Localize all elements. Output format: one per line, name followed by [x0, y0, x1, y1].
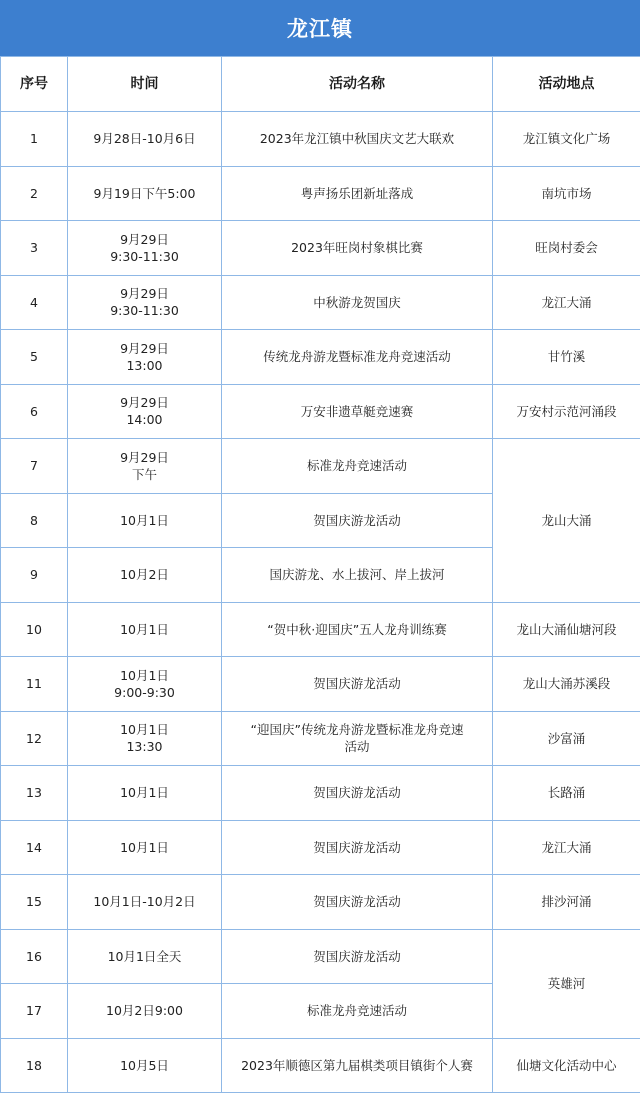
- time-line: 10月1日-10月2日: [72, 893, 217, 910]
- time-line: 10月2日: [72, 566, 217, 583]
- row-number: 8: [1, 493, 68, 548]
- row-number: 4: [1, 275, 68, 330]
- row-time: [68, 275, 222, 330]
- time-line: 13:30: [72, 738, 217, 755]
- row-number: 5: [1, 330, 68, 385]
- row-activity-name: [222, 330, 493, 385]
- row-time: [68, 384, 222, 439]
- row-time: [68, 112, 222, 167]
- row-number: 3: [1, 221, 68, 276]
- time-line: 10月1日: [72, 784, 217, 801]
- time-line: 9月28日-10月6日: [72, 130, 217, 147]
- row-time: [68, 1038, 222, 1093]
- title-bar: [0, 0, 640, 56]
- row-number: 11: [1, 657, 68, 712]
- activity-name-line: “迎国庆”传统龙舟游龙暨标准龙舟竞速: [226, 721, 488, 738]
- activity-table: [0, 56, 640, 1093]
- row-activity-name: [222, 112, 493, 167]
- time-line: 10月2日9:00: [72, 1002, 217, 1019]
- row-time: [68, 875, 222, 930]
- time-line: 9月29日: [72, 394, 217, 411]
- row-time: [68, 166, 222, 221]
- row-number: 17: [1, 984, 68, 1039]
- row-location: 龙江大涌: [493, 275, 640, 330]
- row-activity-name: [222, 602, 493, 657]
- time-line: 9:00-9:30: [72, 684, 217, 701]
- row-number: 15: [1, 875, 68, 930]
- row-time: [68, 820, 222, 875]
- table-body: [1, 112, 640, 1093]
- activity-name-line: 贺国庆游龙活动: [226, 512, 488, 529]
- time-line: 9月29日: [72, 285, 217, 302]
- header-time: 时间: [68, 57, 222, 112]
- row-number: 2: [1, 166, 68, 221]
- activity-name-line: 贺国庆游龙活动: [226, 893, 488, 910]
- time-line: 13:00: [72, 357, 217, 374]
- page-title: 龙江镇: [287, 13, 353, 43]
- row-time: [68, 221, 222, 276]
- row-location: 龙江大涌: [493, 820, 640, 875]
- row-activity-name: [222, 275, 493, 330]
- row-time: [68, 493, 222, 548]
- time-line: 9月19日下午5:00: [72, 185, 217, 202]
- row-activity-name: [222, 166, 493, 221]
- row-location: 排沙河涌: [493, 875, 640, 930]
- table-row: [1, 875, 640, 930]
- time-line: 10月1日: [72, 621, 217, 638]
- row-location: 南坑市场: [493, 166, 640, 221]
- row-number: 14: [1, 820, 68, 875]
- row-number: 16: [1, 929, 68, 984]
- table-row: [1, 711, 640, 766]
- row-location: 龙江镇文化广场: [493, 112, 640, 167]
- activity-name-line: 2023年龙江镇中秋国庆文艺大联欢: [226, 130, 488, 147]
- activity-name-line: 中秋游龙贺国庆: [226, 294, 488, 311]
- time-line: 10月1日: [72, 839, 217, 856]
- row-activity-name: [222, 548, 493, 603]
- activity-name-line: 传统龙舟游龙暨标准龙舟竞速活动: [226, 348, 488, 365]
- table-row: [1, 439, 640, 494]
- row-number: 18: [1, 1038, 68, 1093]
- row-activity-name: [222, 766, 493, 821]
- row-time: [68, 548, 222, 603]
- row-activity-name: [222, 493, 493, 548]
- table-row: [1, 275, 640, 330]
- header-activity-name: 活动名称: [222, 57, 493, 112]
- row-time: [68, 657, 222, 712]
- time-line: 9月29日: [72, 231, 217, 248]
- row-activity-name: [222, 657, 493, 712]
- row-activity-name: [222, 711, 493, 766]
- activity-name-line: 国庆游龙、水上拔河、岸上拔河: [226, 566, 488, 583]
- row-location: 仙塘文化活动中心: [493, 1038, 640, 1093]
- row-time: [68, 711, 222, 766]
- row-number: 6: [1, 384, 68, 439]
- row-location: 龙山大涌仙塘河段: [493, 602, 640, 657]
- row-location: 旺岗村委会: [493, 221, 640, 276]
- row-location: 万安村示范河涌段: [493, 384, 640, 439]
- row-time: [68, 929, 222, 984]
- table-row: [1, 384, 640, 439]
- time-line: 9月29日: [72, 340, 217, 357]
- table-row: [1, 112, 640, 167]
- activity-name-line: 贺国庆游龙活动: [226, 675, 488, 692]
- row-location: 甘竹溪: [493, 330, 640, 385]
- row-activity-name: [222, 1038, 493, 1093]
- table-row: [1, 602, 640, 657]
- row-time: [68, 602, 222, 657]
- row-location: 龙山大涌苏溪段: [493, 657, 640, 712]
- activity-name-line: 贺国庆游龙活动: [226, 839, 488, 856]
- time-line: 下午: [72, 466, 217, 483]
- table-row: [1, 166, 640, 221]
- time-line: 10月1日全天: [72, 948, 217, 965]
- row-activity-name: [222, 875, 493, 930]
- activity-name-line: 活动: [226, 738, 488, 755]
- row-number: 1: [1, 112, 68, 167]
- row-location: 长路涌: [493, 766, 640, 821]
- activity-name-line: “贺中秋·迎国庆”五人龙舟训练赛: [226, 621, 488, 638]
- row-activity-name: [222, 820, 493, 875]
- table-row: [1, 820, 640, 875]
- activity-name-line: 粤声扬乐团新址落成: [226, 185, 488, 202]
- activity-name-line: 标准龙舟竞速活动: [226, 457, 488, 474]
- row-time: [68, 330, 222, 385]
- time-line: 10月5日: [72, 1057, 217, 1074]
- row-location: 龙山大涌: [493, 439, 640, 603]
- row-time: [68, 984, 222, 1039]
- activity-name-line: 标准龙舟竞速活动: [226, 1002, 488, 1019]
- activity-name-line: 万安非遗草艇竞速赛: [226, 403, 488, 420]
- row-activity-name: [222, 221, 493, 276]
- row-activity-name: [222, 984, 493, 1039]
- table-header-row: [1, 57, 640, 112]
- row-location: 沙富涌: [493, 711, 640, 766]
- time-line: 9:30-11:30: [72, 302, 217, 319]
- time-line: 10月1日: [72, 512, 217, 529]
- activity-name-line: 贺国庆游龙活动: [226, 784, 488, 801]
- table-row: [1, 1038, 640, 1093]
- time-line: 9月29日: [72, 449, 217, 466]
- table-row: [1, 766, 640, 821]
- table-row: [1, 657, 640, 712]
- time-line: 14:00: [72, 411, 217, 428]
- table-row: [1, 330, 640, 385]
- table-row: [1, 929, 640, 984]
- activity-name-line: 2023年顺德区第九届棋类项目镇街个人赛: [226, 1057, 488, 1074]
- header-location: 活动地点: [493, 57, 640, 112]
- row-activity-name: [222, 439, 493, 494]
- activity-name-line: 2023年旺岗村象棋比赛: [226, 239, 488, 256]
- row-number: 9: [1, 548, 68, 603]
- row-activity-name: [222, 384, 493, 439]
- row-location: 英雄河: [493, 929, 640, 1038]
- row-number: 12: [1, 711, 68, 766]
- row-time: [68, 766, 222, 821]
- time-line: 9:30-11:30: [72, 248, 217, 265]
- row-number: 13: [1, 766, 68, 821]
- row-number: 10: [1, 602, 68, 657]
- time-line: 10月1日: [72, 667, 217, 684]
- row-activity-name: [222, 929, 493, 984]
- activity-name-line: 贺国庆游龙活动: [226, 948, 488, 965]
- row-number: 7: [1, 439, 68, 494]
- header-no: 序号: [1, 57, 68, 112]
- time-line: 10月1日: [72, 721, 217, 738]
- row-time: [68, 439, 222, 494]
- table-row: [1, 221, 640, 276]
